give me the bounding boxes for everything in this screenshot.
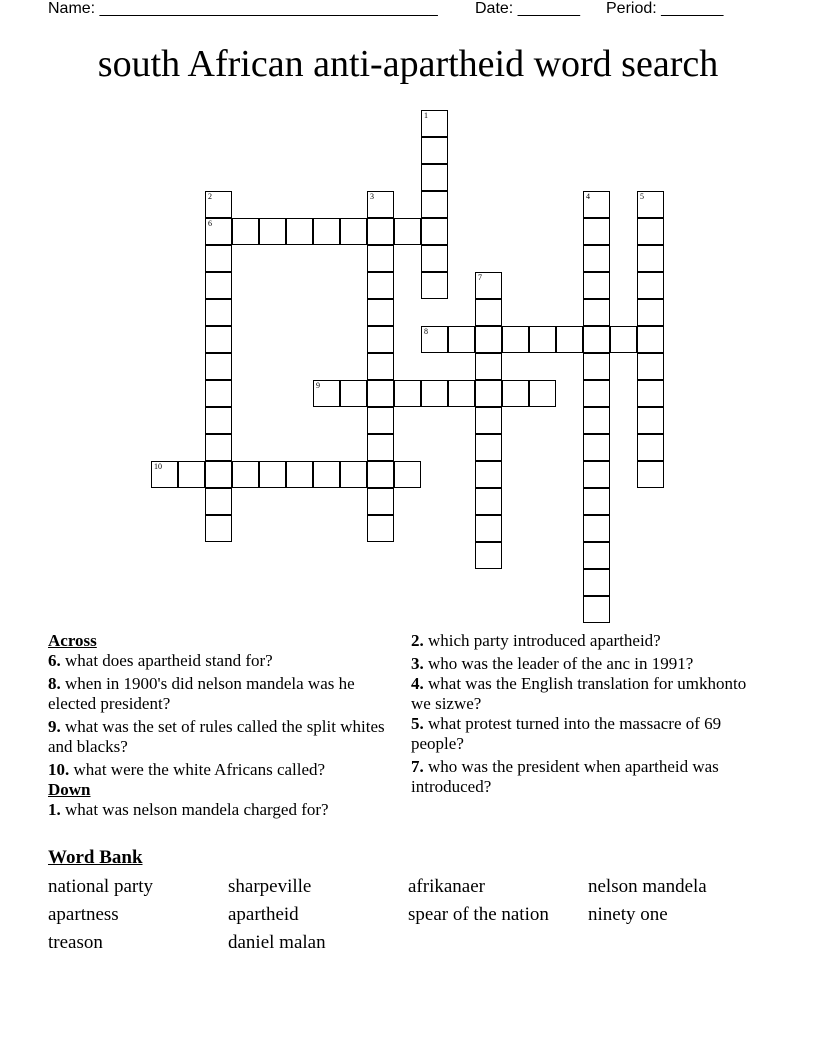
grid-cell[interactable] <box>367 515 394 542</box>
word-bank-item: daniel malan <box>228 932 326 953</box>
grid-cell[interactable] <box>583 353 610 380</box>
clue-down-3 <box>411 654 756 674</box>
grid-cell[interactable] <box>232 461 259 488</box>
grid-cell[interactable] <box>475 542 502 569</box>
word-bank-item: ninety one <box>588 904 668 925</box>
grid-cell[interactable] <box>313 218 340 245</box>
grid-cell[interactable] <box>286 461 313 488</box>
clue-number: 8. <box>48 674 61 693</box>
clue-number-label: 2 <box>208 192 212 201</box>
clue-down-5 <box>411 714 756 754</box>
clue-number-label: 3 <box>370 192 374 201</box>
grid-cell[interactable] <box>475 461 502 488</box>
grid-cell[interactable] <box>583 191 610 218</box>
grid-cell[interactable] <box>367 299 394 326</box>
grid-cell[interactable] <box>340 380 367 407</box>
clue-number: 7. <box>411 757 424 776</box>
clue-number-label: 4 <box>586 192 590 201</box>
grid-cell[interactable] <box>637 218 664 245</box>
grid-cell[interactable] <box>205 191 232 218</box>
word-bank-heading: Word Bank <box>48 847 143 868</box>
grid-cell[interactable] <box>421 191 448 218</box>
page-title: south African anti-apartheid word search <box>97 43 719 85</box>
grid-cell[interactable] <box>340 461 367 488</box>
grid-cell[interactable] <box>394 380 421 407</box>
clue-text: what was the English translation for umkhonto we sizwe? <box>411 674 747 713</box>
grid-cell[interactable] <box>637 326 664 353</box>
grid-cell[interactable] <box>340 218 367 245</box>
grid-cell[interactable] <box>367 434 394 461</box>
grid-cell[interactable] <box>205 380 232 407</box>
grid-cell[interactable] <box>529 326 556 353</box>
grid-cell[interactable] <box>205 515 232 542</box>
grid-cell[interactable] <box>475 434 502 461</box>
clue-down-7 <box>411 757 756 797</box>
grid-cell[interactable] <box>421 380 448 407</box>
grid-cell[interactable] <box>151 461 178 488</box>
clue-number: 2. <box>411 631 424 650</box>
grid-cell[interactable] <box>583 218 610 245</box>
word-bank-item: apartness <box>48 904 119 925</box>
grid-cell[interactable] <box>583 596 610 623</box>
grid-cell[interactable] <box>583 407 610 434</box>
grid-cell[interactable] <box>178 461 205 488</box>
clues-left-column <box>48 631 388 820</box>
word-bank-item: spear of the nation <box>408 904 549 925</box>
word-bank-item: national party <box>48 876 153 897</box>
grid-cell[interactable] <box>421 110 448 137</box>
clue-number: 6. <box>48 651 61 670</box>
grid-cell[interactable] <box>583 461 610 488</box>
grid-cell[interactable] <box>313 461 340 488</box>
grid-cell[interactable] <box>583 569 610 596</box>
grid-cell[interactable] <box>232 218 259 245</box>
grid-cell[interactable] <box>637 191 664 218</box>
clue-down-2 <box>411 631 756 651</box>
clue-number-label: 10 <box>154 462 162 471</box>
grid-cell[interactable] <box>205 299 232 326</box>
grid-cell[interactable] <box>205 245 232 272</box>
grid-cell[interactable] <box>421 218 448 245</box>
grid-cell[interactable] <box>583 326 610 353</box>
grid-cell[interactable] <box>637 299 664 326</box>
name-field[interactable]: Name: ______________________________________ <box>48 0 438 17</box>
grid-cell[interactable] <box>367 488 394 515</box>
grid-cell[interactable] <box>637 434 664 461</box>
date-field[interactable]: Date: _______ <box>475 0 580 17</box>
clue-number: 1. <box>48 800 61 819</box>
clue-text: what were the white Africans called? <box>69 760 326 779</box>
grid-cell[interactable] <box>583 434 610 461</box>
clue-number: 3. <box>411 654 424 673</box>
clue-across-8 <box>48 674 388 714</box>
grid-cell[interactable] <box>583 542 610 569</box>
grid-cell[interactable] <box>475 272 502 299</box>
grid-cell[interactable] <box>421 164 448 191</box>
grid-cell[interactable] <box>394 461 421 488</box>
clue-text: who was the president when apartheid was introduced? <box>411 757 719 796</box>
grid-cell[interactable] <box>610 326 637 353</box>
grid-cell[interactable] <box>205 461 232 488</box>
grid-cell[interactable] <box>367 218 394 245</box>
grid-cell[interactable] <box>637 353 664 380</box>
clue-text: what does apartheid stand for? <box>60 651 273 670</box>
clue-text: what protest turned into the massacre of 69 people? <box>411 714 722 753</box>
grid-cell[interactable] <box>205 407 232 434</box>
grid-cell[interactable] <box>583 515 610 542</box>
grid-cell[interactable] <box>367 245 394 272</box>
clue-text: when in 1900's did nelson mandela was he elected president? <box>48 674 355 713</box>
grid-cell[interactable] <box>502 326 529 353</box>
grid-cell[interactable] <box>367 272 394 299</box>
down-heading: Down <box>48 780 91 799</box>
grid-cell[interactable] <box>367 191 394 218</box>
grid-cell[interactable] <box>205 272 232 299</box>
grid-cell[interactable] <box>637 245 664 272</box>
grid-cell[interactable] <box>637 380 664 407</box>
grid-cell[interactable] <box>286 218 313 245</box>
grid-cell[interactable] <box>556 326 583 353</box>
clue-down-4 <box>411 674 756 714</box>
grid-cell[interactable] <box>583 299 610 326</box>
clue-text: which party introduced apartheid? <box>423 631 661 650</box>
grid-cell[interactable] <box>583 272 610 299</box>
clue-number-label: 7 <box>478 273 482 282</box>
clue-number-label: 1 <box>424 111 428 120</box>
grid-cell[interactable] <box>475 380 502 407</box>
across-heading: Across <box>48 631 97 650</box>
clue-number-label: 9 <box>316 381 320 390</box>
grid-cell[interactable] <box>529 380 556 407</box>
grid-cell[interactable] <box>637 461 664 488</box>
clue-number-label: 8 <box>424 327 428 336</box>
clue-number: 4. <box>411 674 424 693</box>
word-bank-item: nelson mandela <box>588 876 707 897</box>
grid-cell[interactable] <box>367 380 394 407</box>
grid-cell[interactable] <box>205 218 232 245</box>
clue-down-1 <box>48 800 388 820</box>
grid-cell[interactable] <box>367 353 394 380</box>
grid-cell[interactable] <box>448 326 475 353</box>
grid-cell[interactable] <box>475 299 502 326</box>
grid-cell[interactable] <box>583 245 610 272</box>
clue-number: 9. <box>48 717 61 736</box>
word-bank-item: treason <box>48 932 103 953</box>
grid-cell[interactable] <box>448 380 475 407</box>
grid-cell[interactable] <box>502 380 529 407</box>
clue-across-6 <box>48 651 388 671</box>
clue-number-label: 5 <box>640 192 644 201</box>
grid-cell[interactable] <box>205 353 232 380</box>
grid-cell[interactable] <box>637 272 664 299</box>
clues-right-column <box>411 631 756 797</box>
clue-number: 10. <box>48 760 70 779</box>
word-bank-item: sharpeville <box>228 876 312 897</box>
clue-number: 5. <box>411 714 424 733</box>
clue-across-9 <box>48 717 388 757</box>
grid-cell[interactable] <box>259 461 286 488</box>
clue-number-label: 6 <box>208 219 212 228</box>
grid-cell[interactable] <box>367 407 394 434</box>
grid-cell[interactable] <box>421 137 448 164</box>
clue-across-10 <box>48 760 388 780</box>
grid-cell[interactable] <box>205 488 232 515</box>
grid-cell[interactable] <box>313 380 340 407</box>
word-bank-item: afrikanaer <box>408 876 485 897</box>
grid-cell[interactable] <box>367 326 394 353</box>
grid-cell[interactable] <box>475 515 502 542</box>
grid-cell[interactable] <box>583 380 610 407</box>
grid-cell[interactable] <box>475 353 502 380</box>
clue-text: who was the leader of the anc in 1991? <box>423 654 694 673</box>
grid-cell[interactable] <box>475 326 502 353</box>
grid-cell[interactable] <box>259 218 286 245</box>
grid-cell[interactable] <box>367 461 394 488</box>
grid-cell[interactable] <box>475 407 502 434</box>
grid-cell[interactable] <box>205 434 232 461</box>
period-field[interactable]: Period: _______ <box>606 0 724 17</box>
grid-cell[interactable] <box>394 218 421 245</box>
clue-text: what was nelson mandela charged for? <box>60 800 329 819</box>
grid-cell[interactable] <box>205 326 232 353</box>
grid-cell[interactable] <box>637 407 664 434</box>
grid-cell[interactable] <box>583 488 610 515</box>
grid-cell[interactable] <box>421 326 448 353</box>
clue-text: what was the set of rules called the split whites and blacks? <box>48 717 385 756</box>
word-bank-item: apartheid <box>228 904 299 925</box>
grid-cell[interactable] <box>421 245 448 272</box>
grid-cell[interactable] <box>475 488 502 515</box>
grid-cell[interactable] <box>421 272 448 299</box>
